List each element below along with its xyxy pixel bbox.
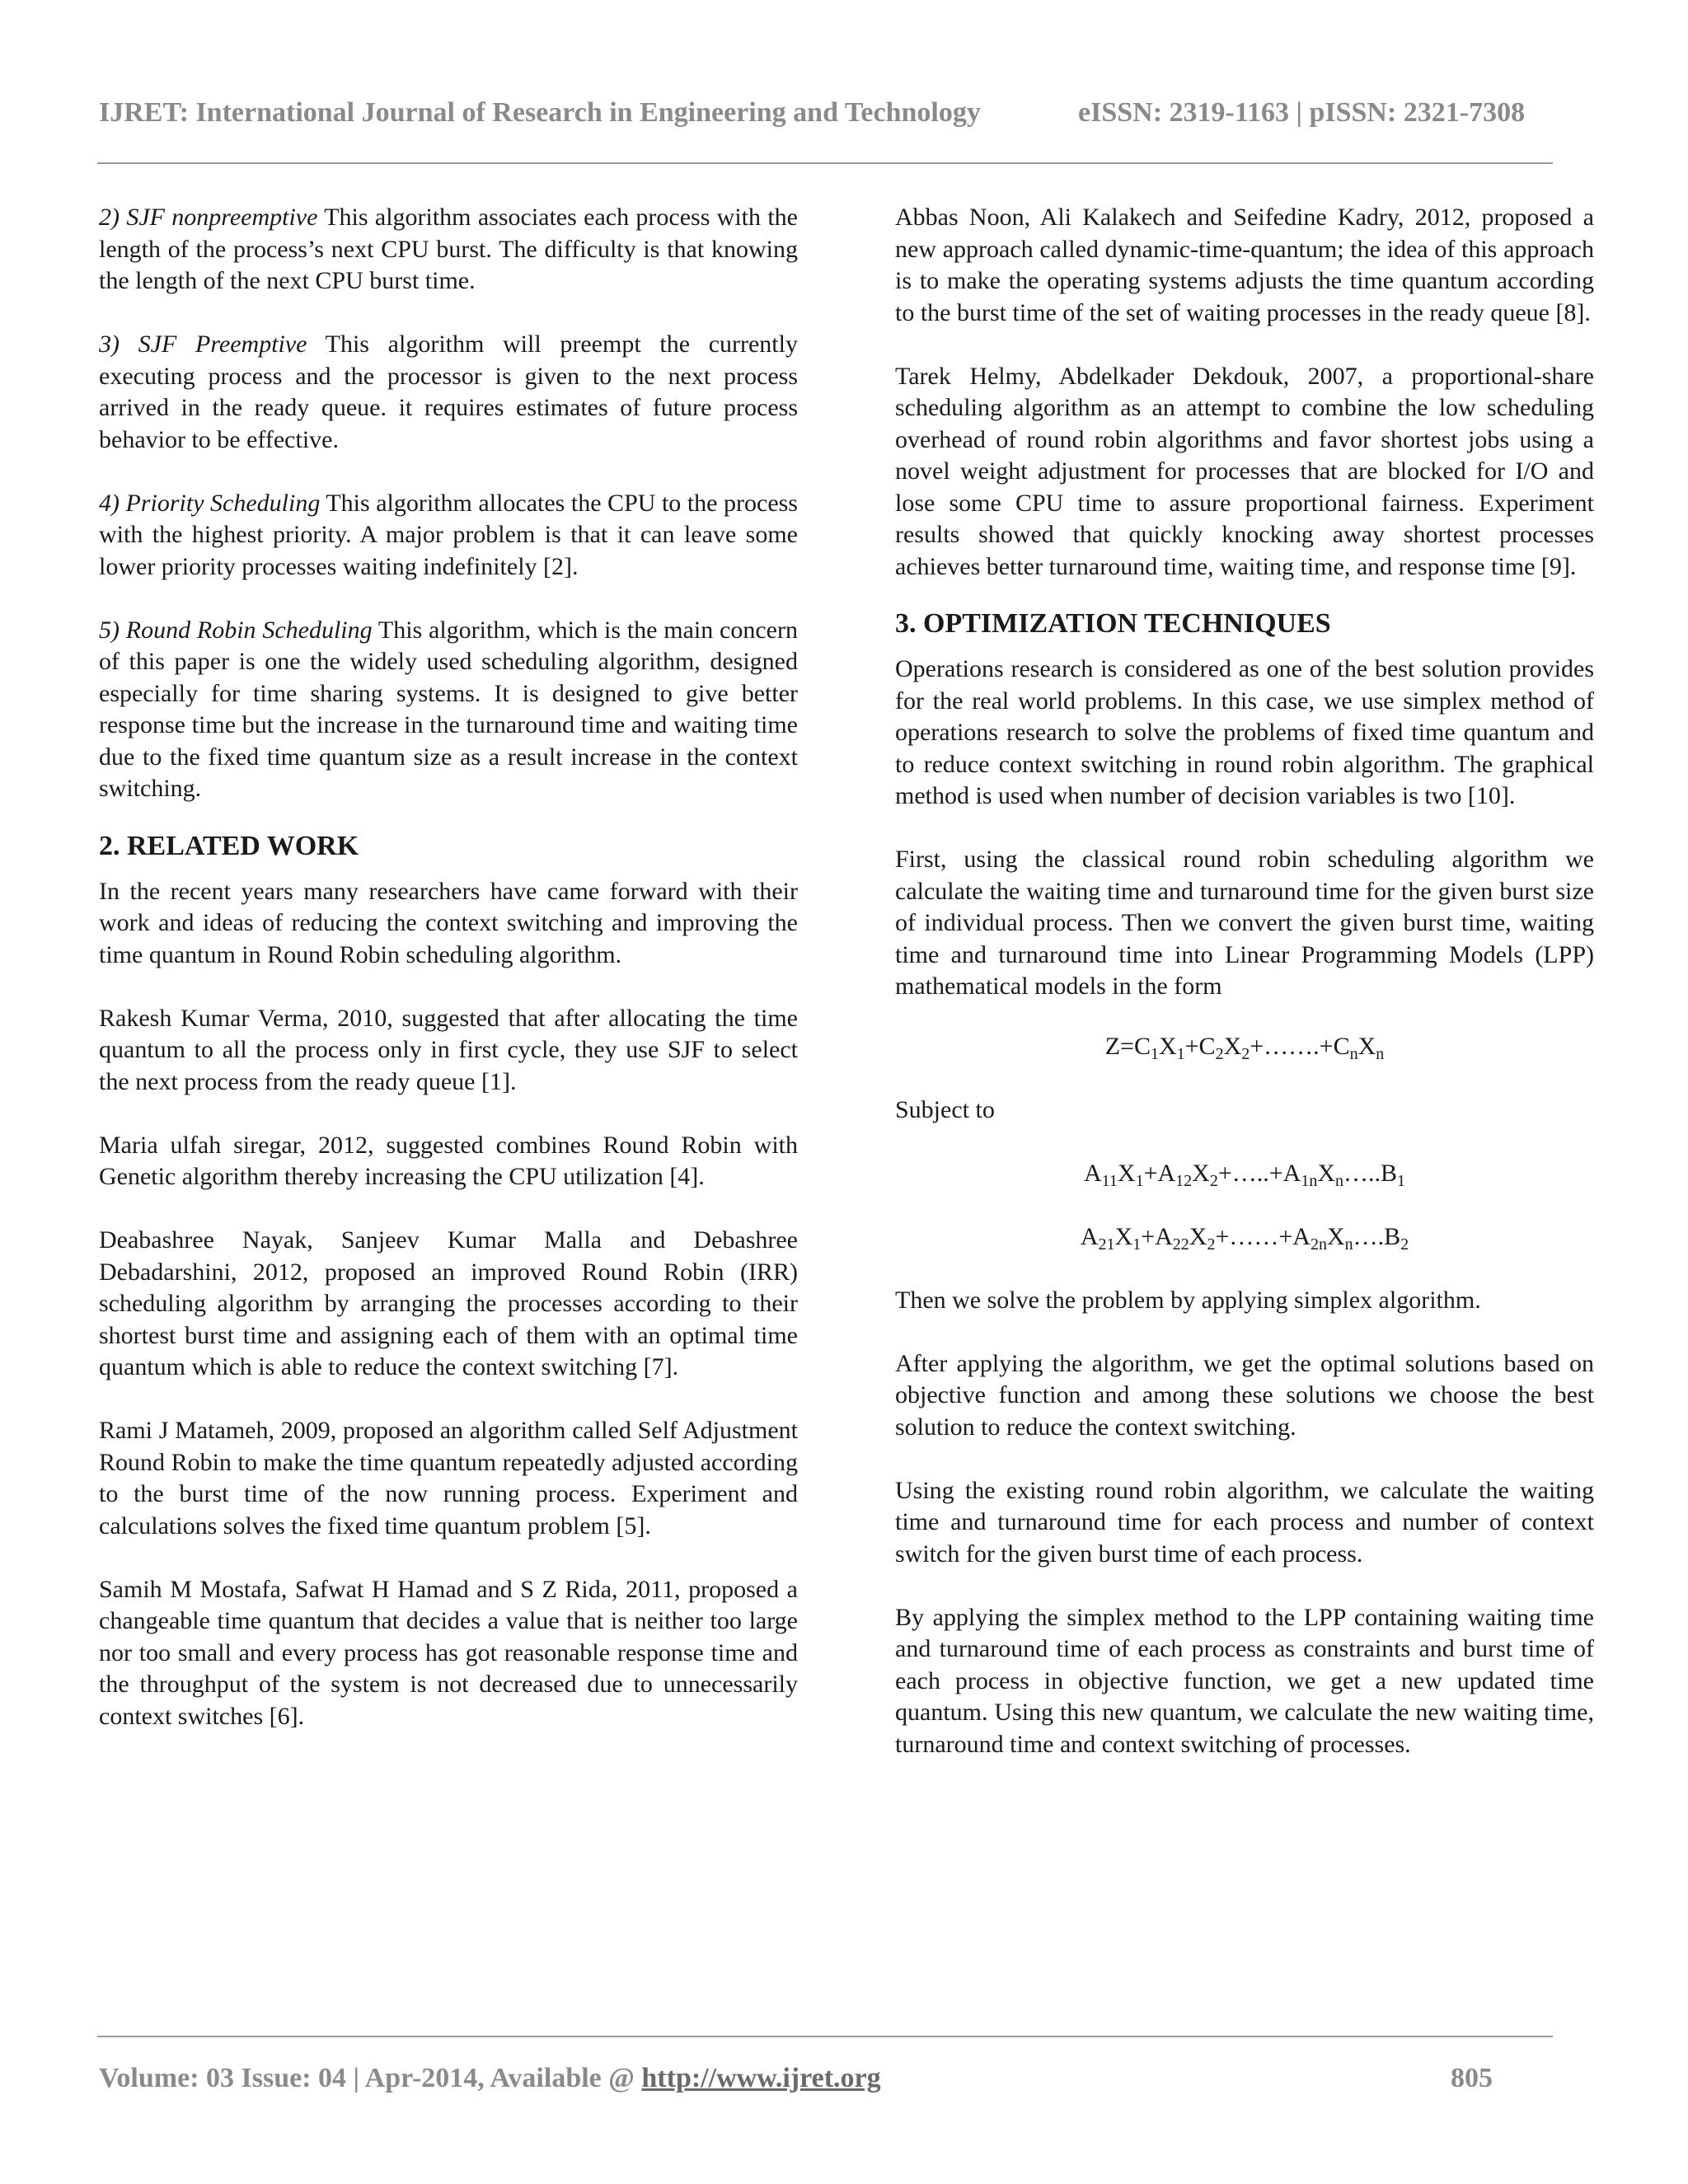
paragraph: Then we solve the problem by applying simplex algorithm.	[895, 1286, 1481, 1314]
constraint-equation-1: $A_{11}X_1+A_{12}X_2+\dots..+A_{1n}X_n\dots..B_1$	[1083, 1159, 1406, 1190]
paragraph-round-robin: 5) Round Robin Scheduling This algorithm, which is the main concern of this paper is one the widely used scheduling algorithm, designed especially for time sharing systems. It is designed to give better response time but the increase in the turnaround time and waiting time due to the fixed time quantum size as a result increase in the context switching.	[99, 616, 798, 802]
paragraph-priority-scheduling: 4) Priority Scheduling This algorithm allocates the CPU to the process with the highest priority. A major problem is that it can leave some lower priority processes waiting indefinitely [2].	[99, 489, 798, 580]
header-rule	[97, 162, 1553, 164]
running-header	[99, 97, 1550, 129]
subject-to-label: Subject to	[895, 1095, 995, 1123]
term-label: 2) SJF nonpreemptive	[99, 204, 318, 231]
constraint-equation-2: $A_{21}X_1+A_{22}X_2+\dots\dots+A_{2n}X_n\dots.B_2$	[1080, 1222, 1409, 1254]
paragraph-sjf-nonpreemptive: 2) SJF nonpreemptive This algorithm associates each process with the length of the process’s next CPU burst. The difficulty is that knowing the length of the next CPU burst time.	[99, 204, 798, 294]
paragraph: Operations research is considered as one of the best solution provides for the real world problems. In this case, we use simplex method of operations research to solve the problems of fixed time quantum and to reduce context switching in round robin algorithm. The graphical method is used when number of decision variables is two [10].	[895, 655, 1594, 809]
volume-info: Volume: 03 Issue: 04 | Apr-2014, Available @	[99, 2063, 635, 2093]
section-heading-optimization: 3. OPTIMIZATION TECHNIQUES	[895, 608, 1331, 639]
term-label: 5) Round Robin Scheduling	[99, 616, 373, 644]
paragraph: By applying the simplex method to the LPP containing waiting time and turnaround time of each process as constraints and burst time of each process in objective function, we get a new updated time quantum. Using this new quantum, we calculate the new waiting time, turnaround time and context switching of processes.	[895, 1603, 1594, 1758]
term-label: 4) Priority Scheduling	[99, 489, 321, 517]
page-number: 805	[1451, 2063, 1493, 2093]
paragraph: Samih M Mostafa, Safwat H Hamad and S Z Rida, 2011, proposed a changeable time quantum that decides a value that is neither too large nor too small and every process has got reasonable response time and the throughput of the system is not decreased due to unnecessarily context switches [6].	[99, 1575, 798, 1730]
journal-title: IJRET: International Journal of Research in Engineering and Technology	[99, 97, 981, 128]
paragraph: Deabashree Nayak, Sanjeev Kumar Malla and Debashree Debadarshini, 2012, proposed an improved Round Robin (IRR) scheduling algorithm by arranging the processes according to their shortest burst time and assigning each of them with an optimal time quantum which is able to reduce the context switching [7].	[99, 1226, 798, 1380]
paragraph: Rakesh Kumar Verma, 2010, suggested that after allocating the time quantum to all the process only in first cycle, they use SJF to select the next process from the ready queue [1].	[99, 1004, 798, 1095]
paragraph: Abbas Noon, Ali Kalakech and Seifedine Kadry, 2012, proposed a new approach called dynamic-time-quantum; the idea of this approach is to make the operating systems adjusts the time quantum according to the burst time of the set of waiting processes in the ready queue [8].	[895, 204, 1594, 326]
section-heading-related-work: 2. RELATED WORK	[99, 830, 359, 861]
issn-numbers: eISSN: 2319-1163 | pISSN: 2321-7308	[1078, 97, 1526, 128]
footer-rule	[97, 2036, 1553, 2037]
paragraph: First, using the classical round robin scheduling algorithm we calculate the waiting time and turnaround time for the given burst size of individual process. Then we convert the given burst time, waiting time and turnaround time into Linear Programming Models (LPP) mathematical models in the form	[895, 846, 1594, 1000]
journal-link[interactable]: http://www.ijret.org	[641, 2063, 881, 2093]
paragraph: In the recent years many researchers have came forward with their work and ideas of reducing the context switching and improving the time quantum in Round Robin scheduling algorithm.	[99, 877, 798, 968]
objective-equation: $Z=C_1X_1+C_2X_2+\dots\dots.+C_nX_n$	[1104, 1032, 1385, 1063]
paragraph: Rami J Matameh, 2009, proposed an algorithm called Self Adjustment Round Robin to make the time quantum repeatedly adjusted according to the burst time of the now running process. Experiment and calculations solves the fixed time quantum problem [5].	[99, 1417, 798, 1540]
paragraph: Maria ulfah siregar, 2012, suggested combines Round Robin with Genetic algorithm thereby increasing the CPU utilization [4].	[99, 1131, 798, 1190]
running-footer	[99, 2063, 1500, 2094]
paragraph-sjf-preemptive: 3) SJF Preemptive This algorithm will preempt the currently executing process and the processor is given to the next process arrived in the ready queue. it requires estimates of future process behavior to be effective.	[99, 330, 798, 453]
term-label: 3) SJF Preemptive	[99, 330, 307, 358]
paragraph: Tarek Helmy, Abdelkader Dekdouk, 2007, a proportional-share scheduling algorithm as an attempt to combine the low scheduling overhead of round robin algorithms and favor shortest jobs using a novel weight adjustment for processes that are blocked for I/O and lose some CPU time to assure proportional fairness. Experiment results showed that quickly knocking away shortest processes achieves better turnaround time, waiting time, and response time [9].	[895, 362, 1594, 580]
paragraph: After applying the algorithm, we get the optimal solutions based on objective function and among these solutions we choose the best solution to reduce the context switching.	[895, 1349, 1594, 1441]
paragraph: Using the existing round robin algorithm, we calculate the waiting time and turnaround time for each process and number of context switch for the given burst time of each process.	[895, 1476, 1594, 1568]
right-column	[895, 202, 1594, 1793]
left-column	[99, 202, 798, 1765]
